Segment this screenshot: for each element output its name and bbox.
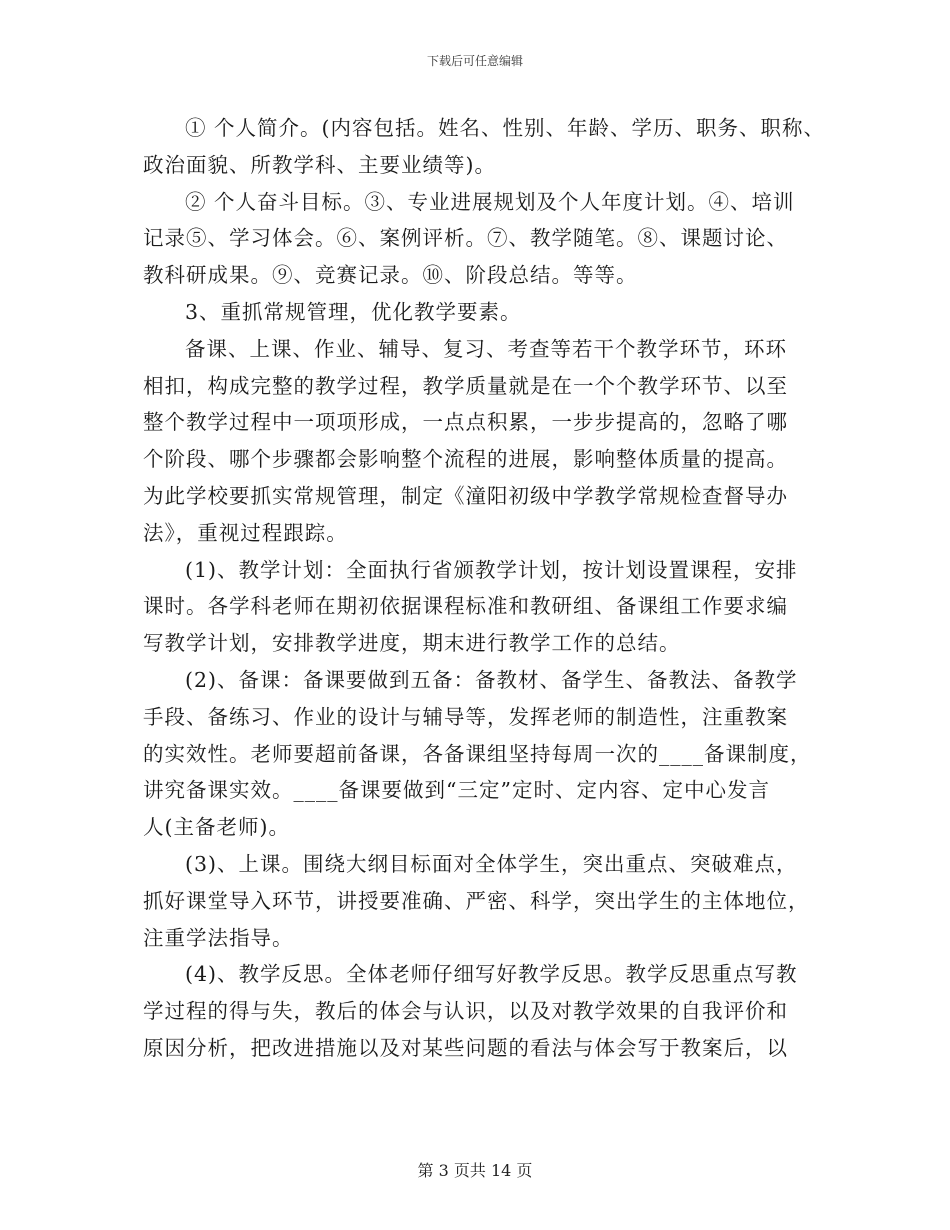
paragraph-line: 人(主备老师)。 [143,815,290,840]
paragraph-line: 写教学计划，安排教学进度，期末进行教学工作的总结。 [143,631,681,656]
paragraph-line: 相扣，构成完整的教学过程，教学质量就是在一个个教学环节、以至 [143,373,788,398]
paragraph-line: 原因分析，把改进措施以及对某些问题的看法与体会写于教案后，以 [143,1035,788,1060]
paragraph-line: 整个教学过程中一项项形成，一点点积累，一步步提高的，忽略了哪 [143,410,788,435]
paragraph-line: ① 个人简介。(内容包括。姓名、性别、年龄、学历、职务、职称、 [185,116,826,140]
paragraph-line: (1)、教学计划：全面执行省颁教学计划，按计划设置课程，安排 [185,557,798,582]
paragraph-line: (3)、上课。围绕大纲目标面对全体学生，突出重点、突破难点， [185,851,798,876]
paragraph-line: 法》，重视过程跟踪。 [143,520,348,545]
paragraph-line: 备课、上课、作业、辅导、复习、考查等若干个教学环节，环环 [185,336,787,361]
section-heading: 3、重抓常规管理，优化教学要素。 [185,299,522,324]
paragraph-line: 课时。各学科老师在期初依据课程标准和教研组、备课组工作要求编 [143,594,788,619]
paragraph-line: 政治面貌、所教学科、主要业绩等)。 [143,152,496,177]
paragraph-line: 注重学法指导。 [143,925,294,950]
paragraph-line: (4)、教学反思。全体老师仔细写好教学反思。教学反思重点写教 [185,962,798,987]
page-number: 第 3 页共 14 页 [417,1161,533,1180]
paragraph-line: 学过程的得与失，教后的体会与认识，以及对教学效果的自我评价和 [143,999,788,1024]
paragraph-line: 手段、备练习、作业的设计与辅导等，发挥老师的制造性，注重教案 [143,704,788,729]
paragraph-line: 个阶段、哪个步骤都会影响整个流程的进展，影响整体质量的提高。 [143,447,788,472]
paragraph-line: 教科研成果。⑨、竞赛记录。⑩、阶段总结。等等。 [143,263,638,288]
paragraph-line: ② 个人奋斗目标。③、专业进展规划及个人年度计划。④、培训 [185,189,795,214]
page-header: 下载后可任意编辑 [426,54,523,68]
paragraph-line: 讲究备课实效。____备课要做到“三定”定时、定内容、定中心发言 [143,778,770,803]
paragraph-line: 为此学校要抓实常规管理，制定《潼阳初级中学教学常规检查督导办 [143,483,788,508]
paragraph-line: 的实效性。老师要超前备课，各备课组坚持每周一次的____备课制度， [143,741,812,766]
document-body [143,110,826,1067]
paragraph-line: (2)、备课：备课要做到五备：备教材、备学生、备教法、备教学 [185,667,798,692]
paragraph-line: 抓好课堂导入环节，讲授要准确、严密、科学，突出学生的主体地位， [143,888,810,913]
paragraph-line: 记录⑤、学习体会。⑥、案例评析。⑦、教学随笔。⑧、课题讨论、 [143,226,788,251]
